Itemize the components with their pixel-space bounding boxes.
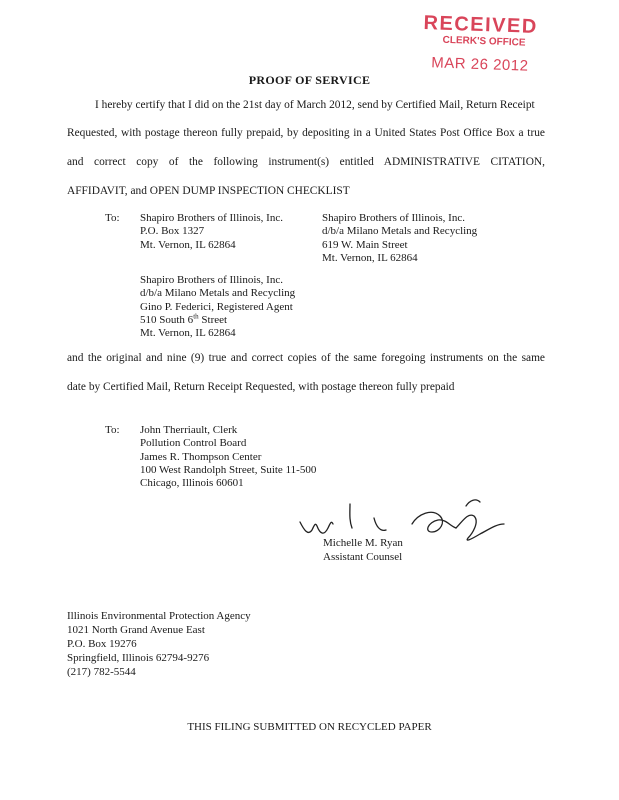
clerk-address <box>140 424 316 490</box>
recipient-b-line: Shapiro Brothers of Illinois, Inc. <box>322 212 465 224</box>
clerk-line: John Therriault, Clerk <box>140 424 238 436</box>
certify-line-4: AFFIDAVIT, and OPEN DUMP INSPECTION CHECKLIST <box>67 185 350 197</box>
signer-name: Michelle M. Ryan <box>323 537 403 549</box>
to-label-1: To: <box>105 212 120 224</box>
clerk-line: James R. Thompson Center <box>140 450 262 463</box>
stamp-date: MAR 26 2012 <box>430 54 529 75</box>
recipient-address-b <box>322 212 477 265</box>
document-title: PROOF OF SERVICE <box>248 73 371 87</box>
clerk-line: Chicago, Illinois 60601 <box>140 477 244 490</box>
recipient-address-c <box>140 274 295 340</box>
recipient-address-a <box>140 212 283 252</box>
stamp-received: RECEIVED <box>423 12 539 38</box>
signer-block <box>323 536 403 564</box>
certify-line-3: and correct copy of the following instrument(s) entitled ADMINISTRATIVE CITATION, <box>67 156 545 168</box>
agency-line: P.O. Box 19276 <box>67 638 137 650</box>
certify-line-2: Requested, with postage thereon fully prepaid, by depositing in a United States Post Office Box a true <box>67 127 545 139</box>
recipient-a-line: P.O. Box 1327 <box>140 225 205 238</box>
clerk-line: 100 West Randolph Street, Suite 11-500 <box>140 463 317 476</box>
footer-note: THIS FILING SUBMITTED ON RECYCLED PAPER <box>187 721 432 733</box>
agency-line: 1021 North Grand Avenue East <box>67 624 205 636</box>
recipient-b-line: Mt. Vernon, IL 62864 <box>322 251 418 264</box>
agency-line: (217) 782-5544 <box>67 666 136 678</box>
agency-address <box>67 609 251 679</box>
recipient-b-line: 619 W. Main Street <box>322 238 408 251</box>
recipient-c-line: Shapiro Brothers of Illinois, Inc. <box>140 274 283 286</box>
recipient-c-line: d/b/a Milano Metals and Recycling <box>140 287 296 300</box>
received-stamp <box>409 12 551 76</box>
agency-line: Springfield, Illinois 62794-9276 <box>67 652 210 664</box>
signer-title: Assistant Counsel <box>323 551 403 563</box>
recipient-c-line: Gino P. Federici, Registered Agent <box>140 300 293 313</box>
recipient-b-line: d/b/a Milano Metals and Recycling <box>322 225 478 238</box>
recipient-a-line: Mt. Vernon, IL 62864 <box>140 238 236 251</box>
recipient-c-street <box>140 314 295 327</box>
original-line-1: and the original and nine (9) true and correct copies of the same foregoing instruments on the same <box>67 352 545 364</box>
clerk-line: Pollution Control Board <box>140 437 247 450</box>
recipient-c-line: Mt. Vernon, IL 62864 <box>140 327 236 340</box>
street-name: Street <box>198 313 228 326</box>
ordinal-suffix: th <box>193 312 199 321</box>
stamp-clerks-office: CLERK'S OFFICE <box>442 34 526 49</box>
original-line-2: date by Certified Mail, Return Receipt Requested, with postage thereon fully prepaid <box>67 381 455 393</box>
to-label-2: To: <box>105 424 120 436</box>
certify-line-1: I hereby certify that I did on the 21st day of March 2012, send by Certified Mail, Return Receipt <box>95 99 535 111</box>
recipient-a-line: Shapiro Brothers of Illinois, Inc. <box>140 212 283 224</box>
street-number: 510 South 6 <box>140 313 194 326</box>
agency-line: Illinois Environmental Protection Agency <box>67 610 251 622</box>
